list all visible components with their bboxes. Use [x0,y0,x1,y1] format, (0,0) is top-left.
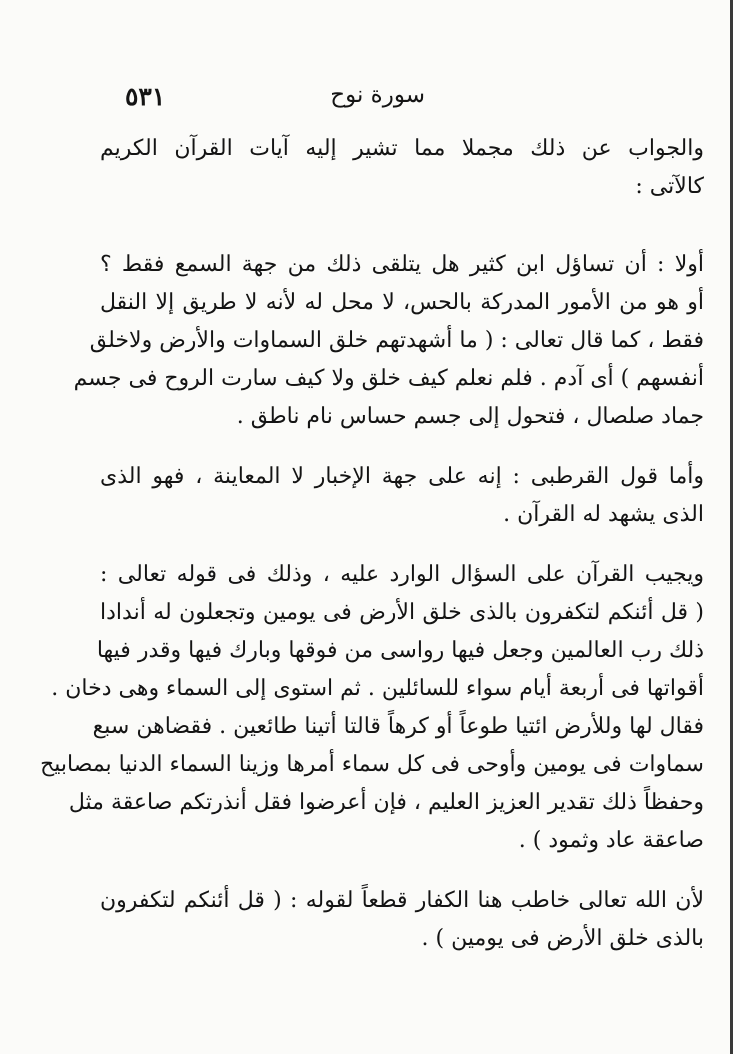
text-line: ( قل أئنكم لتكفرون بالذى خلق الأرض فى يومين وتجعلون له أندادا [100,600,704,625]
text-line: فقال لها وللأرض ائتيا طوعاً أو كرهاً قالتا أتينا طائعين . فقضاهن سبع [92,714,704,739]
text-line: سماوات فى يومين وأوحى فى كل سماء أمرها وزينا السماء الدنيا بمصابيح [40,752,704,777]
quran-answer-paragraph [40,556,704,860]
page-header [125,82,425,122]
text-line: صاعقة عاد وثمود ) . [518,828,704,853]
intro-paragraph [100,130,704,206]
text-line: لأن الله تعالى خاطب هنا الكفار قطعاً لقوله : ( قل أئنكم لتكفرون [100,888,704,913]
qurtubi-paragraph [100,458,704,534]
page-number: ٥٣١ [125,82,166,111]
text-line: أولا : أن تساؤل ابن كثير هل يتلقى ذلك من جهة السمع فقط ؟ [100,252,704,277]
text-line: كالآتى : [635,174,704,199]
text-line: جماد صلصال ، فتحول إلى جسم حساس نام ناطق . [236,404,704,429]
text-line: ذلك رب العالمين وجعل فيها رواسى من فوقها وبارك فيها وقدر فيها [96,638,704,663]
text-line: وحفظاً ذلك تقدير العزيز العليم ، فإن أعرضوا فقل أنذرتكم صاعقة مثل [68,790,704,815]
page-body [40,130,704,980]
closing-paragraph [100,882,704,958]
text-line: ويجيب القرآن على السؤال الوارد عليه ، وذلك فى قوله تعالى : [100,562,704,587]
text-line: أقواتها فى أربعة أيام سواء للسائلين . ثم استوى إلى السماء وهى دخان . [51,676,704,701]
surah-title: سورة نوح [330,82,425,108]
text-line: أنفسهم ) أى آدم . فلم نعلم كيف خلق ولا كيف سارت الروح فى جسم [73,366,704,391]
text-line: وأما قول القرطبى : إنه على جهة الإخبار لا المعاينة ، فهو الذى [100,464,704,489]
text-line: بالذى خلق الأرض فى يومين ) . [421,926,704,951]
text-line: الذى يشهد له القرآن . [503,502,704,527]
text-line: فقط ، كما قال تعالى : ( ما أشهدتهم خلق السماوات والأرض ولاخلق [89,328,704,353]
first-point-paragraph [73,246,704,436]
text-line: أو هو من الأمور المدركة بالحس، لا محل له لأنه لا طريق إلا النقل [100,290,704,315]
text-line: والجواب عن ذلك مجملا مما تشير إليه آيات القرآن الكريم [100,136,704,161]
